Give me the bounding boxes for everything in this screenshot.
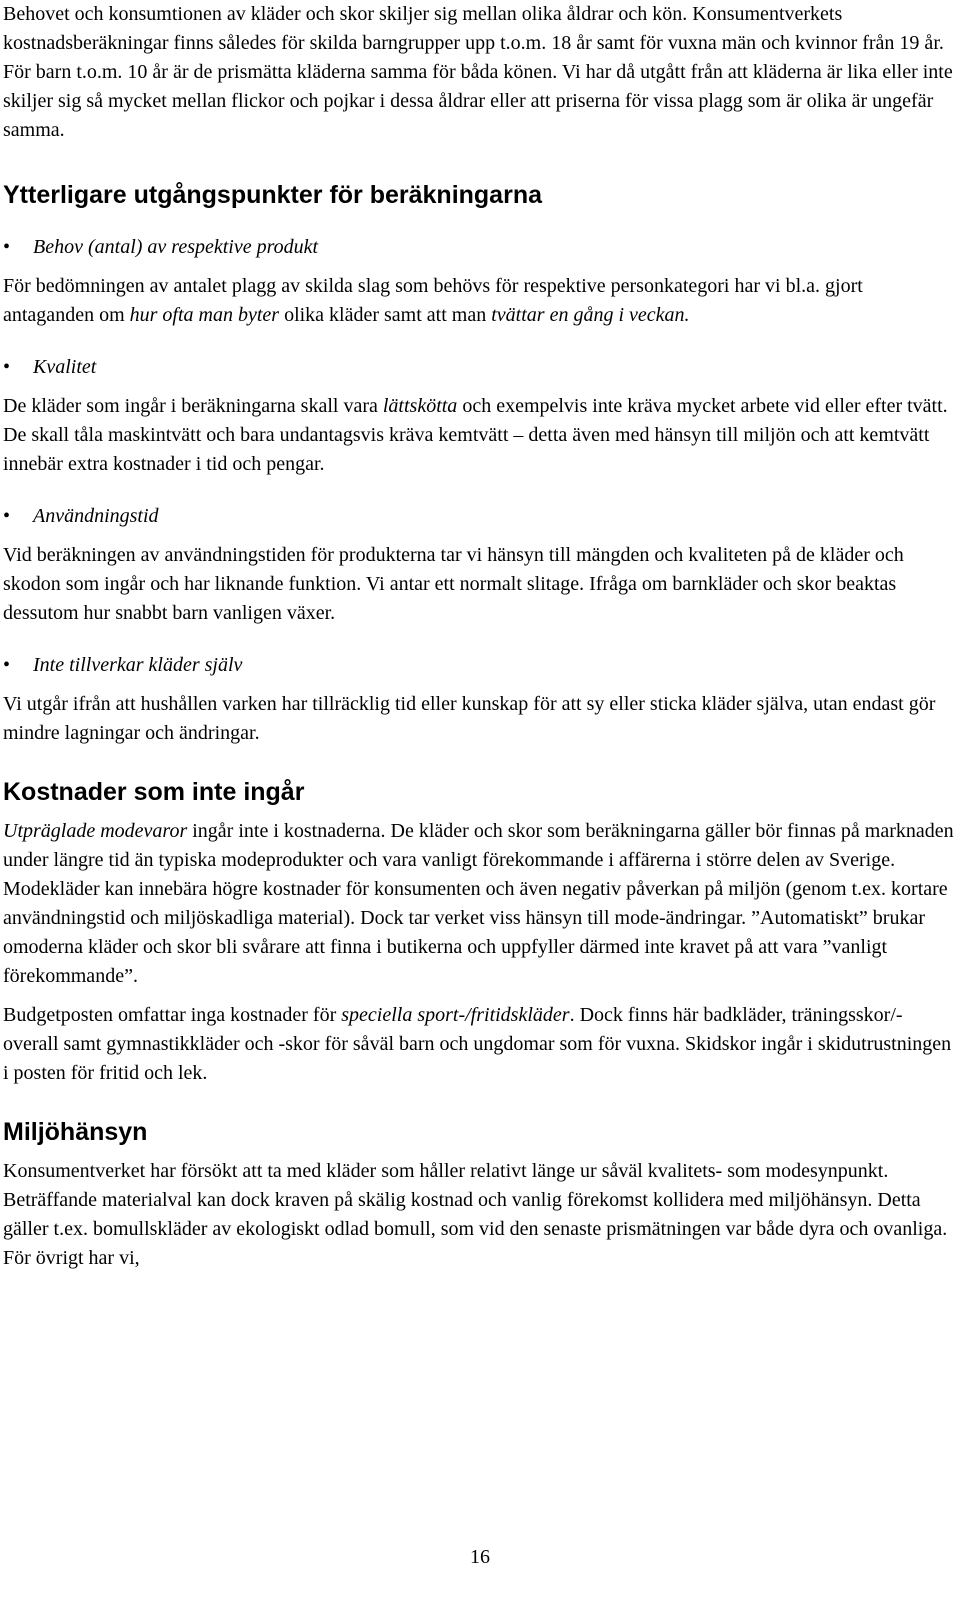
heading-environment: Miljöhänsyn [3,1118,148,1146]
paragraph-needs [3,272,955,330]
bullet-icon: • [3,654,11,676]
bullet-title: Inte tillverkar kläder själv [33,654,243,676]
paragraph-sportswear [3,1001,955,1088]
bullet-title: Användningstid [33,505,159,527]
intro-paragraph: Behovet och konsumtionen av kläder och skor skiljer sig mellan olika åldrar och kön. Konsumentverkets kostnadsberäkningar finns således för skilda barngrupper upp t.o.m. 18 år samt för vuxna män och kvinnor från 19 år. För barn t.o.m. 10 år är de prismätta kläderna samma för båda könen. Vi har då utgått från att kläderna är lika eller inte skiljer sig så mycket mellan flickor och pojkar i dessa åldrar eller att priserna för vissa plagg som är olika är ungefär samma. [3,3,953,141]
text-span: För bedömningen av antalet plagg av skilda slag som behövs för respektive personkategori har vi bl.a. gjort antaganden om [3,275,863,326]
paragraph-environment: Konsumentverket har försökt att ta med kläder som håller relativt länge ur såväl kvalitets- som modesynpunkt. Beträffande materialval kan dock kraven på skälig kostnad och vanlig förekomst kollidera med miljöhänsyn. Detta gäller t.ex. bomullskläder av ekologiskt odlad bomull, som vid den senaste prismätningen var både dyra och ovanliga. För övrigt har vi, [3,1160,948,1269]
paragraph-quality [3,392,955,479]
bullet-item-needs [3,233,955,262]
paragraph-fashion [3,817,955,991]
bullet-icon: • [3,505,11,527]
emphasis-text: lättskötta [382,395,458,417]
text-span: De kläder som ingår i beräkningarna skall vara [3,395,383,417]
heading-assumptions: Ytterligare utgångspunkter för beräkningarna [3,181,542,209]
emphasis-text: hur ofta man byter [129,304,280,326]
text-span: ingår inte i kostnaderna. De kläder och skor som beräkningarna gäller bör finnas på marknaden under längre tid än typiska modeprodukter och vara vanligt förekommande i affärerna i större delen av Sverige. Modekläder kan innebära högre kostnader för konsumenten och även negativ påverkan på miljön (genom t.ex. kortare användningstid och miljöskadliga material). Dock tar verket viss hänsyn till mode-ändringar. ”Automatiskt” brukar omoderna kläder och skor bli svårare att finna i butikerna och uppfyller därmed inte kravet på att vara ”vanligt förekommande”. [3,820,954,987]
emphasis-text: Utpräglade modevaror [3,820,188,842]
bullet-item-usage-time [3,502,955,531]
bullet-title: Kvalitet [33,356,97,378]
heading-excluded-costs: Kostnader som inte ingår [3,778,305,806]
bullet-item-quality [3,353,955,382]
emphasis-text: speciella sport-/fritidskläder [341,1004,570,1026]
paragraph-no-diy: Vi utgår ifrån att hushållen varken har tillräcklig tid eller kunskap för att sy eller sticka kläder själva, utan endast gör mindre lagningar och ändringar. [3,693,936,744]
text-span: olika kläder samt att man [279,304,492,326]
paragraph-usage-time: Vid beräkningen av användningstiden för produkterna tar vi hänsyn till mängden och kvaliteten på de kläder och skodon som ingår och har liknande funktion. Vi antar ett normalt slitage. Ifråga om barnkläder och skor beaktas dessutom hur snabbt barn vanligen växer. [3,544,904,624]
bullet-icon: • [3,236,11,258]
document-page [3,0,955,1273]
text-span: och exempelvis inte kräva mycket arbete vid eller efter tvätt. De skall tåla maskintvätt och bara undantagsvis kräva kemtvätt – detta även med hänsyn till miljön och att kemtvätt innebär extra kostnader i tid och pengar. [3,395,948,475]
bullet-item-no-diy [3,651,955,680]
emphasis-text: tvättar en gång i veckan. [491,304,690,326]
bullet-icon: • [3,356,11,378]
text-span: Budgetposten omfattar inga kostnader för [3,1004,342,1026]
bullet-title: Behov (antal) av respektive produkt [33,236,319,258]
text-span: . Dock finns här badkläder, träningsskor/-overall samt gymnastikkläder och -skor för såväl barn och ungdomar som för vuxna. Skidskor ingår i skidutrustningen i posten för fritid och lek. [3,1004,952,1084]
page-number: 16 [470,1546,490,1568]
